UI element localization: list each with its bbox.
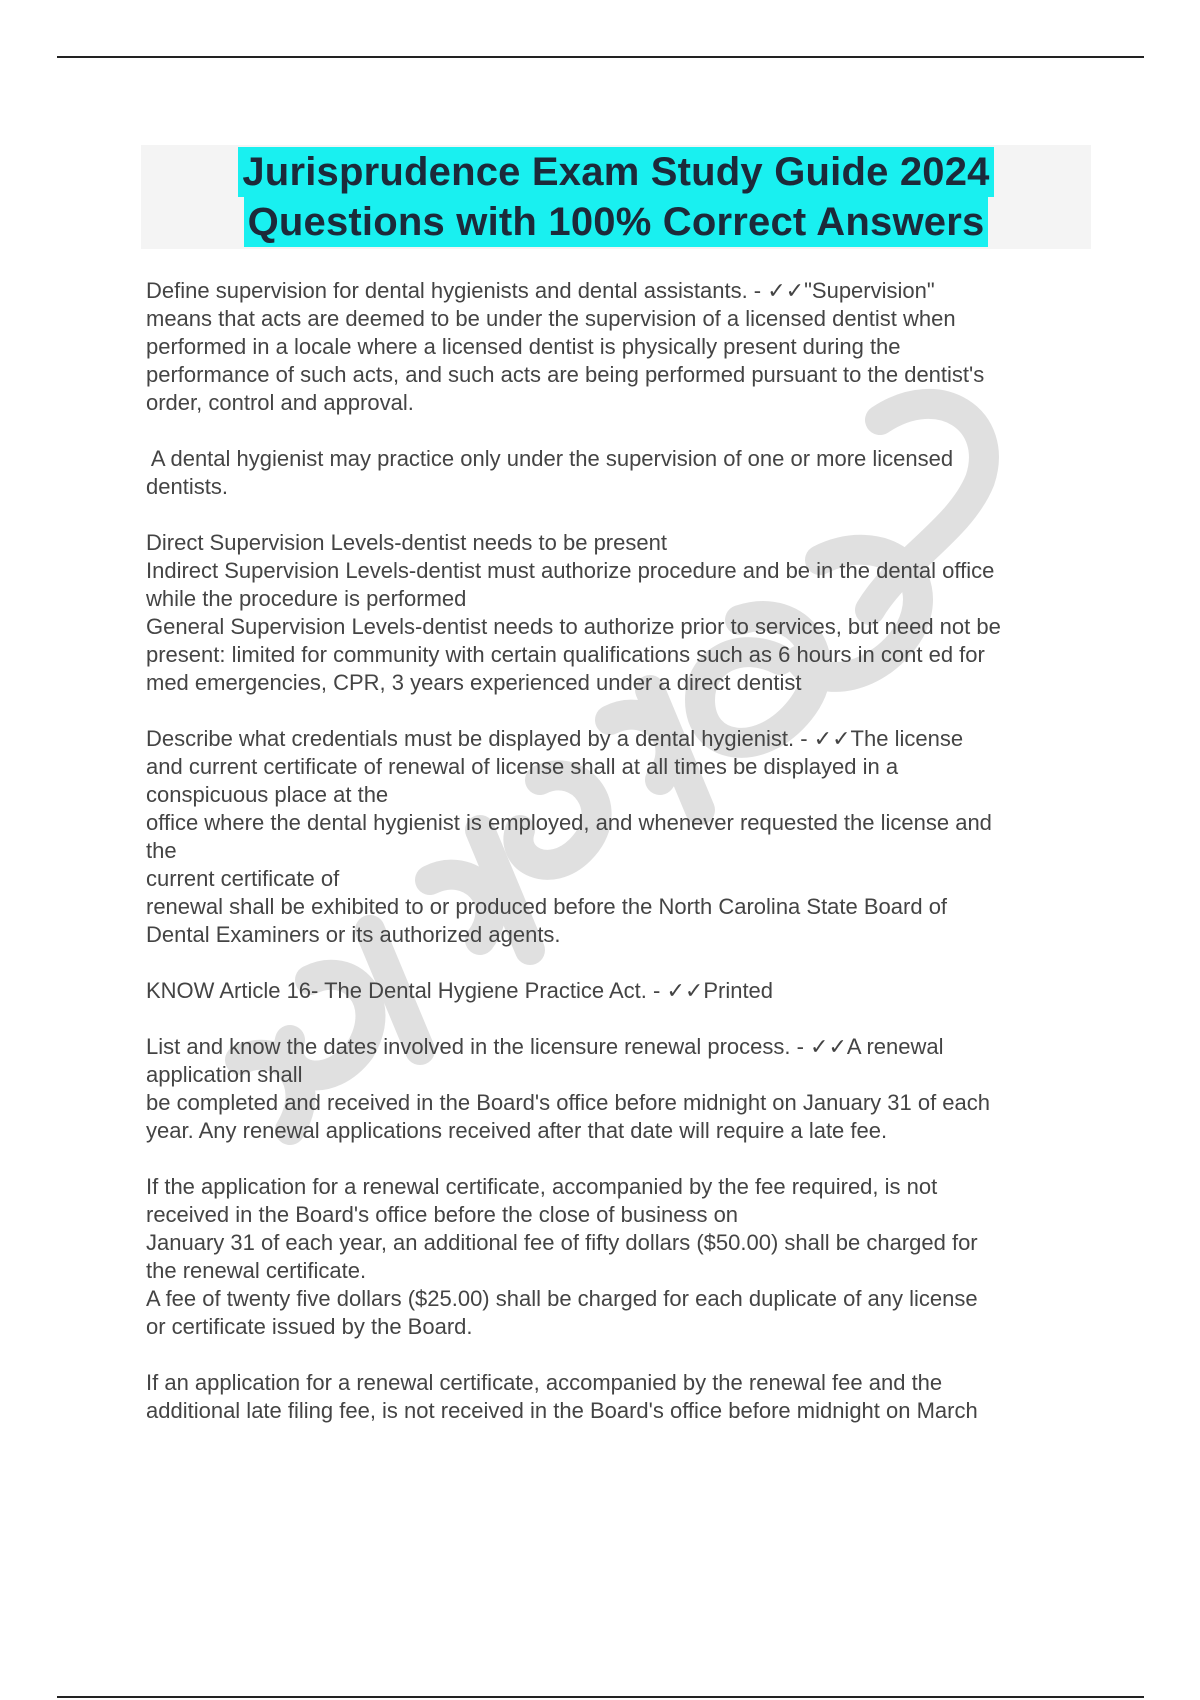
text-line: performed in a locale where a licensed dentist is physically present during the: [146, 334, 901, 359]
text-line: Dental Examiners or its authorized agents.: [146, 922, 561, 947]
text-line: Describe what credentials must be displayed by a dental hygienist. - ✓✓The license: [146, 726, 964, 751]
text-line: General Supervision Levels-dentist needs to authorize prior to services, but need not be: [146, 614, 1001, 639]
paragraph-late-fee: [146, 1173, 1096, 1341]
text-line: current certificate of: [146, 866, 340, 891]
title-banner: [141, 145, 1091, 249]
text-line: If the application for a renewal certificate, accompanied by the fee required, is not: [146, 1174, 938, 1199]
text-line: present: limited for community with certain qualifications such as 6 hours in cont ed for: [146, 642, 985, 667]
text-line: while the procedure is performed: [146, 586, 467, 611]
text-line: office where the dental hygienist is employed, and whenever requested the license and: [146, 810, 992, 835]
document-title-line-2: Questions with 100% Correct Answers: [244, 197, 989, 247]
paragraph-supervision-definition: [146, 277, 1096, 417]
text-line: order, control and approval.: [146, 390, 414, 415]
text-line: If an application for a renewal certificate, accompanied by the renewal fee and the: [146, 1370, 943, 1395]
text-line: KNOW Article 16- The Dental Hygiene Practice Act. - ✓✓Printed: [146, 978, 774, 1003]
text-line: January 31 of each year, an additional fee of fifty dollars ($50.00) shall be charged for: [146, 1230, 978, 1255]
text-line: conspicuous place at the: [146, 782, 389, 807]
text-line: the: [146, 838, 177, 863]
text-line: performance of such acts, and such acts are being performed pursuant to the dentist's: [146, 362, 985, 387]
paragraph-renewal-dates: [146, 1033, 1096, 1145]
text-line: means that acts are deemed to be under the supervision of a licensed dentist when: [146, 306, 956, 331]
text-line: Define supervision for dental hygienists and dental assistants. - ✓✓"Supervision": [146, 278, 935, 303]
paragraph-supervision-levels: [146, 529, 1096, 697]
document-title-line-1: Jurisprudence Exam Study Guide 2024: [238, 147, 993, 197]
text-line: or certificate issued by the Board.: [146, 1314, 473, 1339]
text-line: Indirect Supervision Levels-dentist must authorize procedure and be in the dental office: [146, 558, 995, 583]
text-line: A dental hygienist may practice only under the supervision of one or more licensed: [146, 446, 954, 471]
text-line: List and know the dates involved in the licensure renewal process. - ✓✓A renewal: [146, 1034, 944, 1059]
text-line: the renewal certificate.: [146, 1258, 367, 1283]
paragraph-march-deadline: [146, 1369, 1096, 1425]
text-line: received in the Board's office before the close of business on: [146, 1202, 739, 1227]
text-line: renewal shall be exhibited to or produced before the North Carolina State Board of: [146, 894, 948, 919]
paragraph-article-16: [146, 977, 1096, 1005]
text-line: be completed and received in the Board's office before midnight on January 31 of each: [146, 1090, 991, 1115]
bottom-rule: [57, 1696, 1144, 1698]
text-line: year. Any renewal applications received after that date will require a late fee.: [146, 1118, 888, 1143]
paragraph-credentials: [146, 725, 1096, 949]
text-line: dentists.: [146, 474, 228, 499]
paragraph-hygienist-practice: [146, 445, 1096, 501]
text-line: Direct Supervision Levels-dentist needs to be present: [146, 530, 667, 555]
text-line: application shall: [146, 1062, 303, 1087]
text-line: and current certificate of renewal of license shall at all times be displayed in a: [146, 754, 899, 779]
text-line: A fee of twenty five dollars ($25.00) shall be charged for each duplicate of any license: [146, 1286, 978, 1311]
text-line: additional late filing fee, is not received in the Board's office before midnight on March: [146, 1398, 978, 1423]
top-rule: [57, 56, 1144, 58]
document-body: [146, 277, 1096, 1453]
text-line: med emergencies, CPR, 3 years experienced under a direct dentist: [146, 670, 802, 695]
